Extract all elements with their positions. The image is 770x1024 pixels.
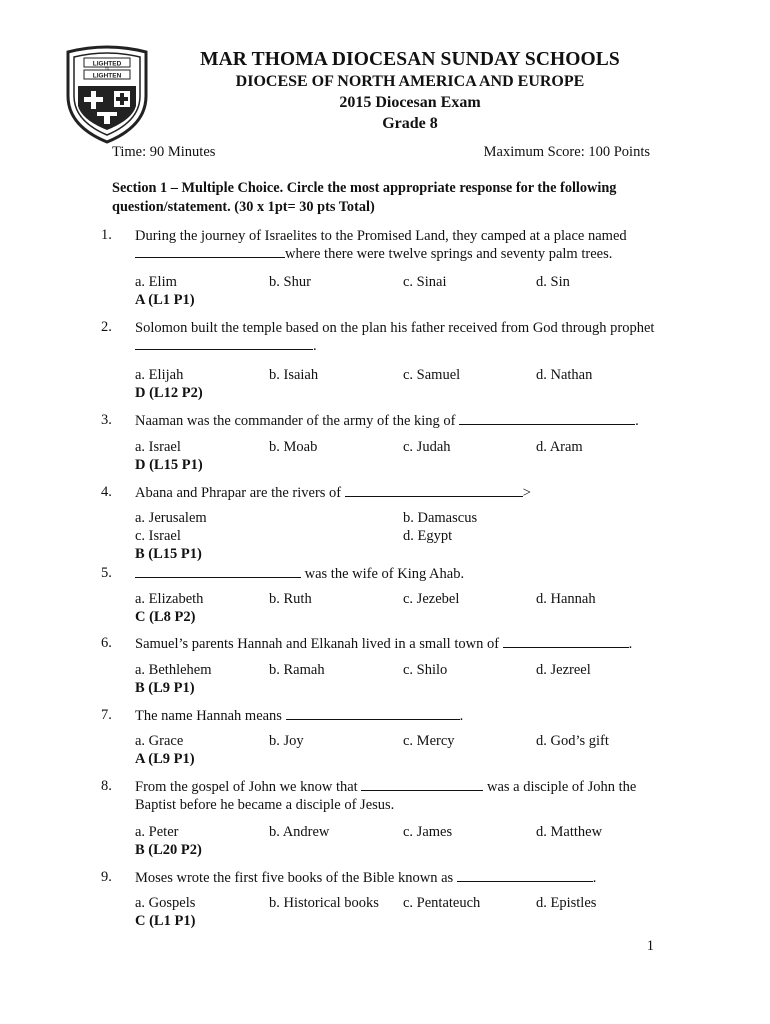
diocese-title: DIOCESE OF NORTH AMERICA AND EUROPE [235, 73, 585, 90]
option-c: c. Shilo [403, 662, 448, 678]
answer-blank [135, 245, 285, 258]
question-number: 4. [101, 484, 112, 500]
question-text-pre: Samuel’s parents Hannah and Elkanah lived in a small town of [135, 636, 500, 652]
question-number: 1. [101, 227, 112, 243]
option-c: c. Mercy [403, 733, 455, 749]
question-number: 5. [101, 565, 112, 581]
max-score: Maximum Score: 100 Points [483, 144, 650, 160]
answer-key: B (L9 P1) [135, 680, 195, 696]
question-text-post: . [313, 338, 317, 354]
question-text-pre: From the gospel of John we know that [135, 779, 358, 795]
grade-title: Grade 8 [382, 115, 438, 132]
question-text-pre: Solomon built the temple based on the plan his father received from God through prophet [135, 320, 655, 336]
option-b: b. Isaiah [269, 367, 319, 383]
answer-blank [286, 707, 460, 720]
option-b: b. Ramah [269, 662, 325, 678]
option-b: b. Andrew [269, 824, 330, 840]
option-b: b. Historical books [269, 895, 379, 911]
question-number: 6. [101, 635, 112, 651]
option-a: a. Israel [135, 439, 181, 455]
question-text-pre: Naaman was the commander of the army of the king of [135, 413, 456, 429]
option-a: a. Bethlehem [135, 662, 212, 678]
school-crest-logo [62, 44, 152, 144]
svg-text:TO: TO [104, 66, 110, 71]
question-text-post: where there were twelve springs and seventy palm trees. [285, 246, 613, 262]
question-number: 8. [101, 778, 112, 794]
answer-key: D (L12 P2) [135, 385, 203, 401]
option-d: d. Hannah [536, 591, 596, 607]
question-text [135, 412, 660, 430]
option-c: c. Pentateuch [403, 895, 481, 911]
question-text-post: was the wife of King Ahab. [304, 566, 465, 582]
answer-key: C (L8 P2) [135, 609, 196, 625]
answer-blank [135, 565, 301, 578]
answer-key: B (L15 P1) [135, 546, 202, 562]
question-text-post: was a disciple of John the Baptist before he became a disciple of Jesus. [135, 779, 637, 813]
answer-blank [457, 869, 593, 882]
question-text-pre: The name Hannah means [135, 708, 282, 724]
option-b: b. Joy [269, 733, 304, 749]
option-d: d. Egypt [403, 528, 453, 544]
question-text-pre: Moses wrote the first five books of the Bible known as [135, 870, 454, 886]
question-text [135, 635, 660, 653]
answer-key: B (L20 P2) [135, 842, 202, 858]
question-text-post: . [592, 870, 597, 886]
option-d: d. Jezreel [536, 662, 591, 678]
option-a: a. Peter [135, 824, 179, 840]
question-text [135, 565, 660, 583]
answer-key: C (L1 P1) [135, 913, 196, 929]
school-title: MAR THOMA DIOCESAN SUNDAY SCHOOLS [200, 49, 620, 70]
answer-key: D (L15 P1) [135, 457, 203, 473]
exam-title: 2015 Diocesan Exam [339, 94, 481, 111]
option-d: d. Nathan [536, 367, 593, 383]
option-c: c. Judah [403, 439, 451, 455]
option-a: a. Elijah [135, 367, 184, 383]
option-d: d. God’s gift [536, 733, 609, 749]
answer-blank [135, 337, 313, 350]
section-instructions: Section 1 – Multiple Choice. Circle the most appropriate response for the following question/statement. (30 x 1pt= 30 pts Total) [112, 180, 617, 215]
option-a: a. Elizabeth [135, 591, 204, 607]
option-b: b. Ruth [269, 591, 312, 607]
question-text [135, 319, 660, 355]
answer-blank [459, 412, 635, 425]
option-b: b. Moab [269, 439, 318, 455]
question-text-pre: Abana and Phrapar are the rivers of [135, 485, 342, 501]
svg-text:LIGHTEN: LIGHTEN [92, 72, 122, 80]
answer-key: A (L1 P1) [135, 292, 195, 308]
question-text-post: . [628, 636, 633, 652]
option-c: c. Jezebel [403, 591, 460, 607]
question-text-post: . [459, 708, 464, 724]
page-number: 1 [646, 938, 654, 954]
option-d: d. Sin [536, 274, 570, 290]
option-d: d. Aram [536, 439, 583, 455]
question-number: 7. [101, 707, 112, 723]
option-c: c. Sinai [403, 274, 447, 290]
option-c: c. James [403, 824, 453, 840]
option-a: a. Elim [135, 274, 177, 290]
answer-blank [361, 778, 483, 791]
option-b: b. Damascus [403, 510, 478, 526]
option-a: a. Gospels [135, 895, 196, 911]
answer-blank [345, 484, 523, 497]
question-text-post: > [522, 485, 531, 501]
question-text-pre: During the journey of Israelites to the Promised Land, they camped at a place named [135, 228, 627, 244]
answer-key: A (L9 P1) [135, 751, 195, 767]
exam-time: Time: 90 Minutes [112, 144, 216, 160]
option-d: d. Epistles [536, 895, 597, 911]
question-number: 3. [101, 412, 112, 428]
svg-text:LIGHTED: LIGHTED [92, 60, 122, 68]
question-text [135, 227, 660, 263]
question-number: 9. [101, 869, 112, 885]
question-text [135, 707, 660, 725]
option-d: d. Matthew [536, 824, 603, 840]
option-a: a. Jerusalem [135, 510, 207, 526]
question-number: 2. [101, 319, 112, 335]
question-text [135, 869, 660, 887]
question-text-post: . [635, 413, 639, 429]
question-text [135, 484, 660, 502]
option-c: c. Israel [135, 528, 181, 544]
option-b: b. Shur [269, 274, 311, 290]
option-c: c. Samuel [403, 367, 461, 383]
option-a: a. Grace [135, 733, 184, 749]
question-text [135, 778, 660, 814]
answer-blank [503, 635, 629, 648]
